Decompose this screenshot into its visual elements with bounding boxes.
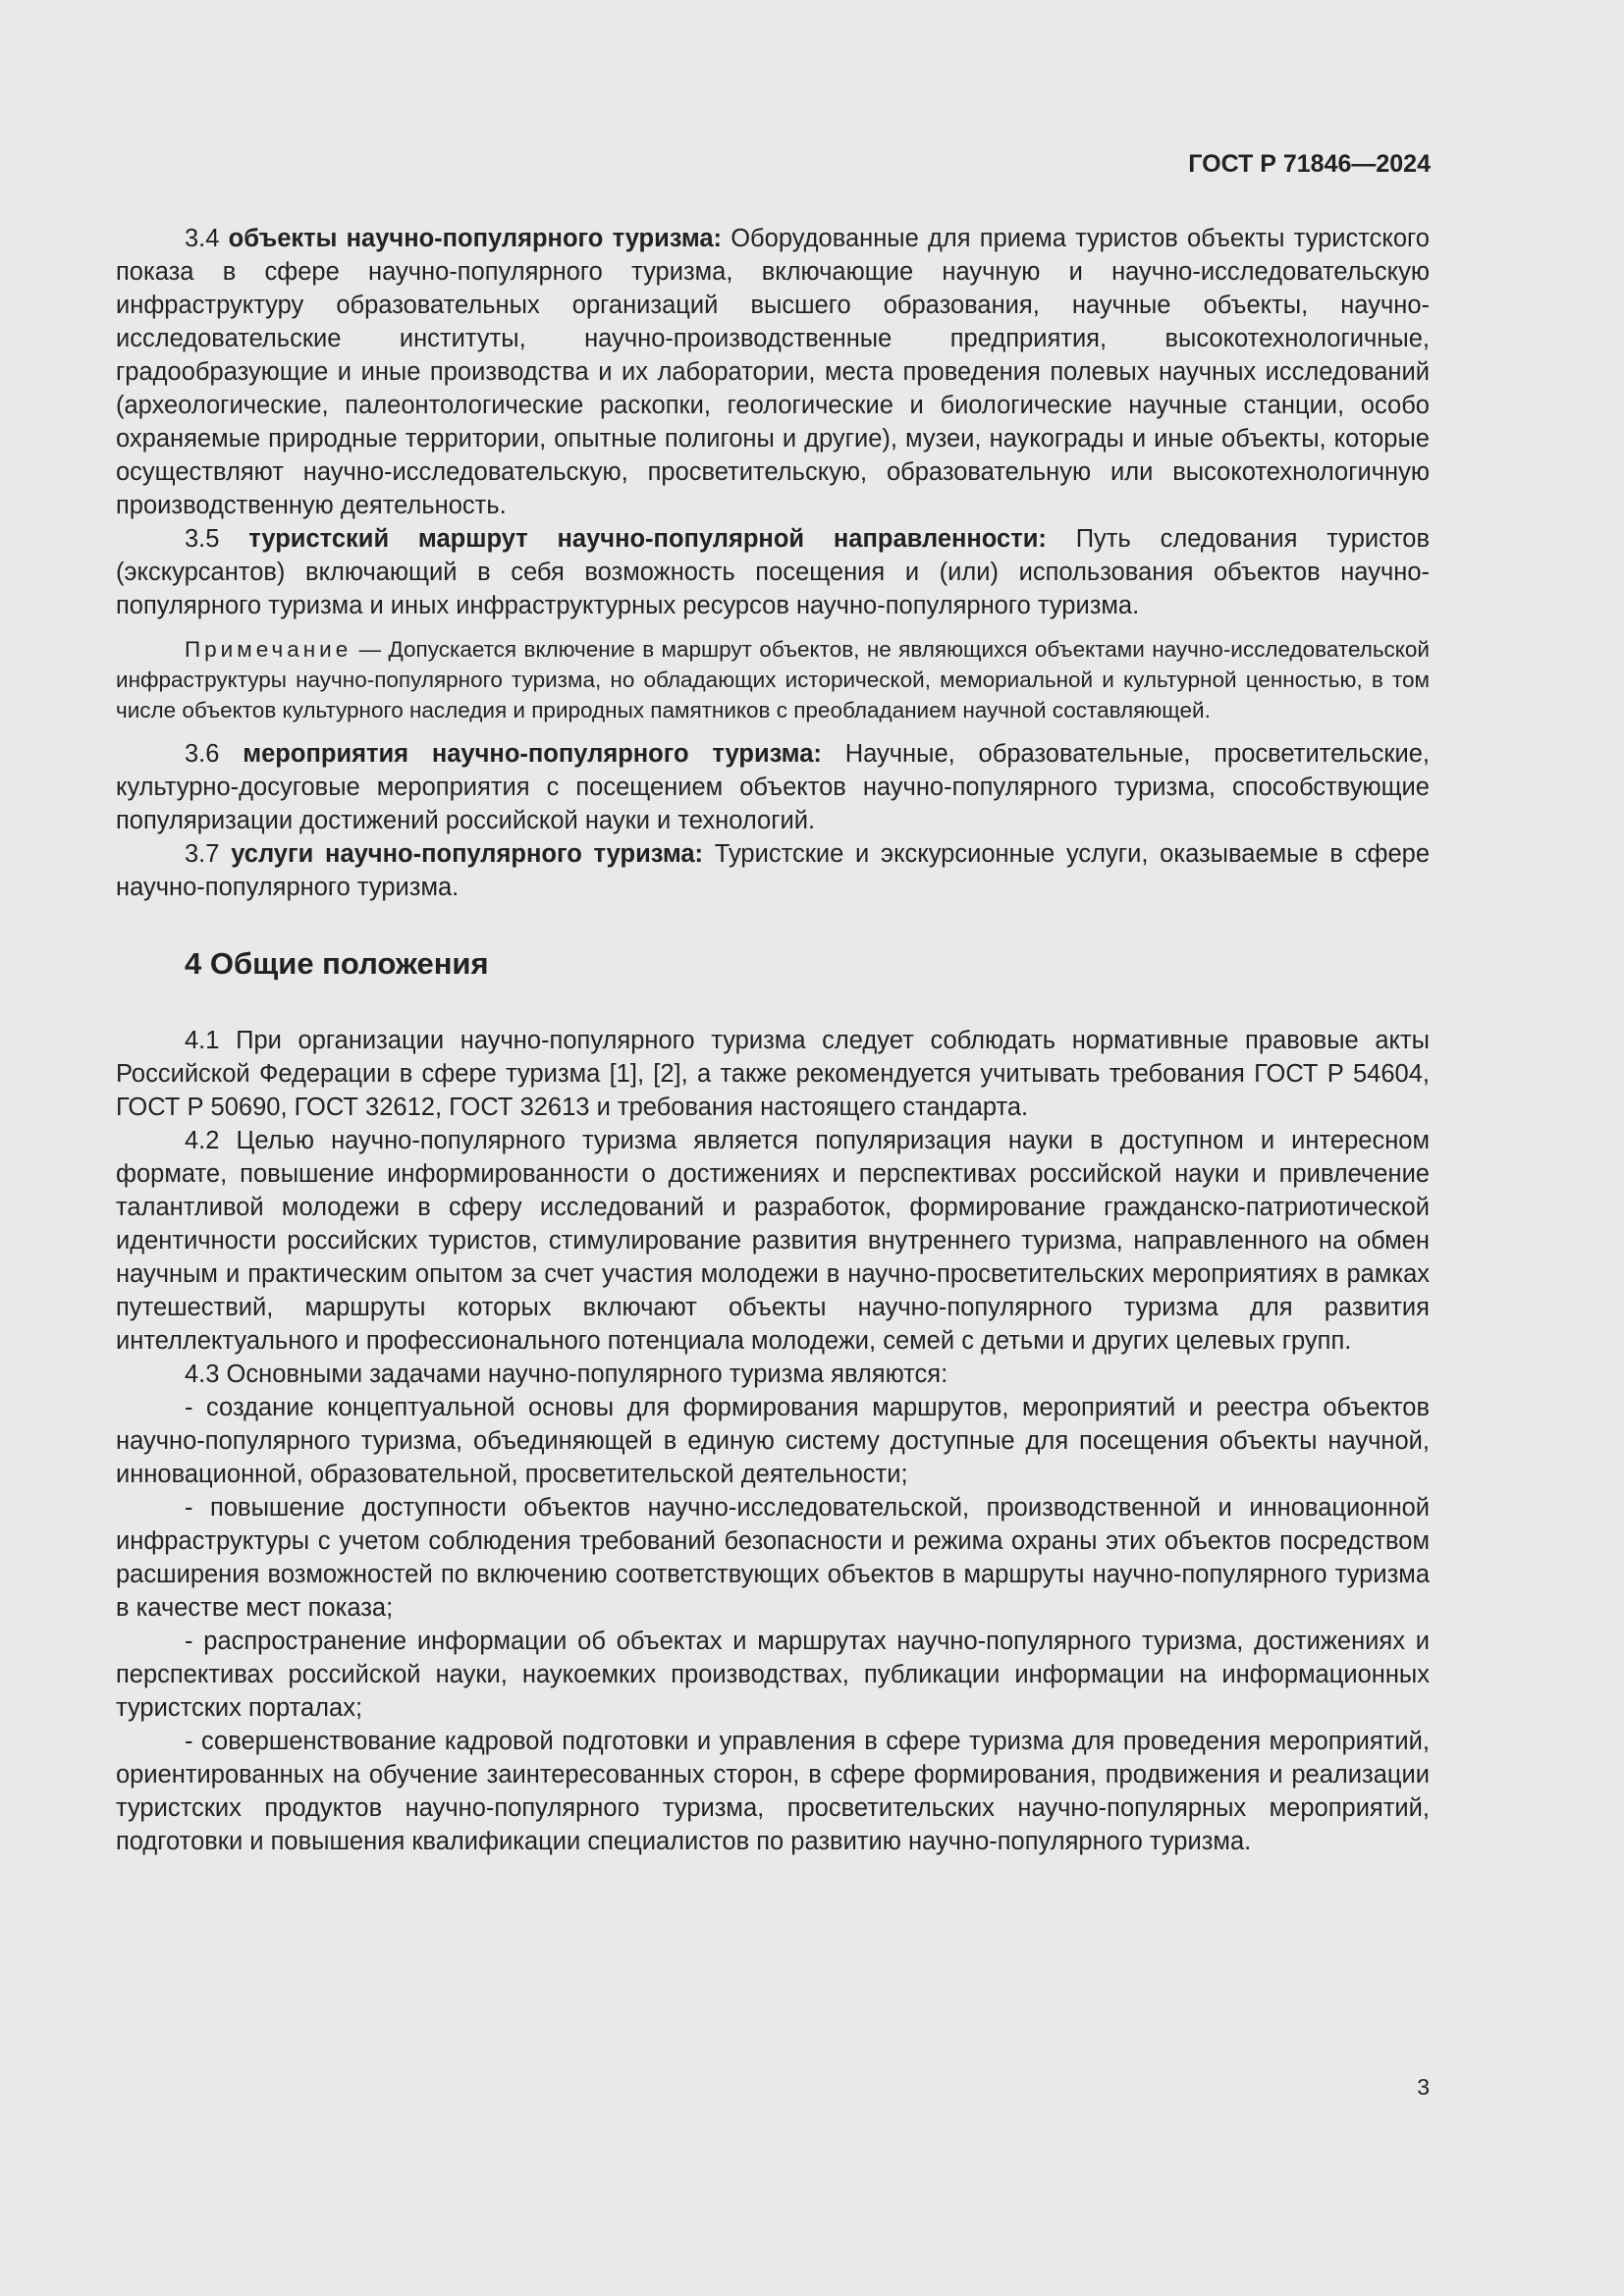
clause-text: Оборудованные для приема туристов объекты туристского показа в сфере научно-популярного туризма, включающие научную и научно-исследовательскую инфраструктуру образовательных организаций высшего образования, научные объекты, научно-исследовательские институты, научно-производственные предприятия, высокотехнологичные, градообразующие и иные производства и их лаборатории, места проведения полевых научных исследований (археологические, палеонтологические раскопки, геологические и биологические научные станции, особо охраняемые природные территории, опытные полигоны и другие), музеи, наукограды и иные объекты, которые осуществляют научно-исследовательскую, просветительскую, образовательную или высокотехнологичную производственную деятельность.	[116, 225, 1430, 519]
list-item: - создание концептуальной основы для формирования маршрутов, мероприятий и реестра объектов научно-популярного туризма, объединяющей в единую систему доступные для посещения объекты научной, инновационной, образовательной, просветительской деятельности;	[116, 1394, 1430, 1488]
note-label: Примечание	[185, 637, 352, 662]
clause-text: Путь следования туристов (экскурсантов) включающий в себя возможность посещения и (или) использования объектов научно-популярного туризма и иных инфраструктурных ресурсов научно-популярного туризма.	[116, 525, 1430, 619]
list-item: - совершенствование кадровой подготовки и управления в сфере туризма для проведения мероприятий, ориентированных на обучение заинтересованных сторон, в сфере формирования, продвижения и реализации туристских продуктов научно-популярного туризма, просветительских научно-популярных мероприятий, подготовки и повышения квалификации специалистов по развитию научно-популярного туризма.	[116, 1728, 1430, 1855]
list-item: - распространение информации об объектах и маршрутах научно-популярного туризма, достижениях и перспективах российской науки, наукоемких производствах, публикации информации на информационных туристских порталах;	[116, 1628, 1430, 1722]
clause-term: туристский маршрут научно-популярной направленности:	[248, 525, 1047, 553]
document-code: ГОСТ Р 71846—2024	[1188, 150, 1431, 178]
clause-3-7	[116, 837, 1430, 904]
clause-3-4	[116, 222, 1430, 522]
clause-number: 3.4	[185, 225, 220, 252]
clause-term: объекты научно-популярного туризма:	[228, 225, 723, 252]
clause-term: мероприятия научно-популярного туризма:	[243, 740, 822, 768]
note	[116, 634, 1430, 725]
list-item: - повышение доступности объектов научно-исследовательской, производственной и инновационной инфраструктуры с учетом соблюдения требований безопасности и режима охраны этих объектов посредством расширения возможностей по включению соответствующих объектов в маршруты научно-популярного туризма в качестве мест показа;	[116, 1494, 1430, 1622]
page-number: 3	[1417, 2074, 1430, 2100]
clause-4-2: 4.2 Целью научно-популярного туризма является популяризация науки в доступном и интересном формате, повышение информированности о достижениях и перспективах российской науки и привлечение талантливой молодежи в сферу исследований и разработок, формирование гражданско-патриотической идентичности российских туристов, стимулирование развития внутреннего туризма, направленного на обмен научным и практическим опытом за счет участия молодежи в научно-просветительских мероприятиях в рамках путешествий, маршруты которых включают объекты научно-популярного туризма для развития интеллектуального и профессионального потенциала молодежи, семей с детьми и других целевых групп.	[116, 1127, 1430, 1355]
clause-term: услуги научно-популярного туризма:	[231, 840, 704, 868]
clause-number: 3.7	[185, 840, 220, 868]
clause-4-3: 4.3 Основными задачами научно-популярного туризма являются:	[185, 1361, 948, 1388]
clause-4-1: 4.1 При организации научно-популярного туризма следует соблюдать нормативные правовые акты Российской Федерации в сфере туризма [1], [2], а также рекомендуется учитывать требования ГОСТ Р 54604, ГОСТ Р 50690, ГОСТ 32612, ГОСТ 32613 и требования настоящего стандарта.	[116, 1027, 1430, 1121]
document-body	[116, 222, 1430, 1858]
note-text: — Допускается включение в маршрут объектов, не являющихся объектами научно-исследовательской инфраструктуры научно-популярного туризма, но обладающих исторической, мемориальной и культурной ценностью, в том числе объектов культурного наследия и природных памятников с преобладанием научной составляющей.	[116, 637, 1430, 722]
clause-number: 3.5	[185, 525, 220, 553]
section-title: 4 Общие положения	[185, 946, 489, 981]
clause-3-5	[116, 522, 1430, 622]
clause-number: 3.6	[185, 740, 220, 768]
clause-3-6	[116, 737, 1430, 837]
clause-text: Туристские и экскурсионные услуги, оказываемые в сфере научно-популярного туризма.	[116, 840, 1430, 901]
clause-text: Научные, образовательные, просветительские, культурно-досуговые мероприятия с посещением объектов научно-популярного туризма, способствующие популяризации достижений российской науки и технологий.	[116, 740, 1430, 834]
